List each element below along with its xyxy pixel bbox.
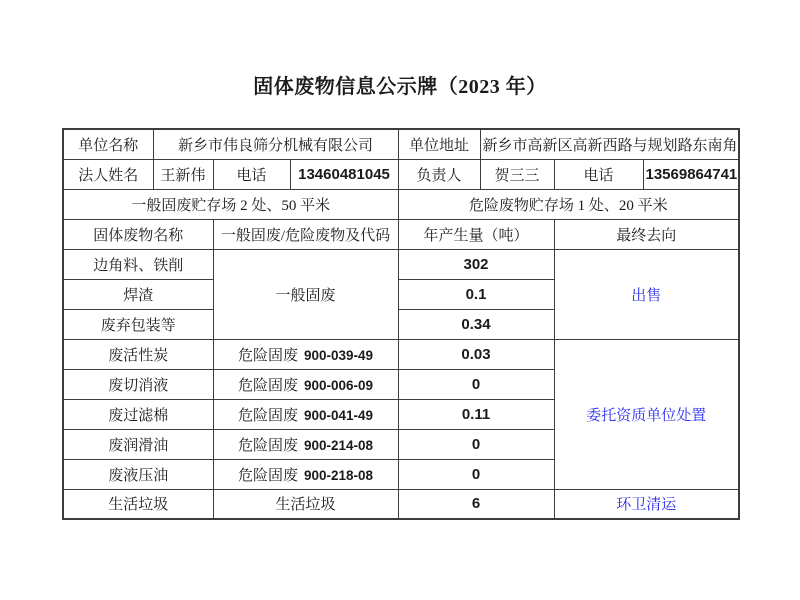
manager-value: 贺三三	[480, 159, 554, 189]
legal-name-label: 法人姓名	[63, 159, 153, 189]
table-row	[63, 339, 739, 369]
manager-label: 负责人	[398, 159, 480, 189]
waste-name-cell: 生活垃圾	[63, 489, 213, 519]
waste-name-cell: 废润滑油	[63, 429, 213, 459]
waste-code-text: 900-039-49	[303, 347, 374, 363]
table-row-contacts	[63, 159, 739, 189]
table-row-unit	[63, 129, 739, 159]
header-annual-amount: 年产生量（吨）	[398, 219, 554, 249]
waste-type-text: 危险固废	[237, 467, 298, 484]
waste-name-cell: 边角料、铁削	[63, 249, 213, 279]
page-title: 固体废物信息公示牌（2023 年）	[253, 76, 547, 98]
waste-type-cell	[213, 429, 398, 459]
table-row-storage	[63, 189, 739, 219]
waste-type-text: 危险固废	[237, 437, 298, 454]
waste-amount-cell: 0.03	[398, 339, 554, 369]
waste-amount-cell: 0.1	[398, 279, 554, 309]
waste-type-cell: 生活垃圾	[213, 489, 398, 519]
waste-code-text: 900-218-08	[303, 467, 374, 483]
waste-amount-cell: 0.34	[398, 309, 554, 339]
waste-name-cell: 废弃包装等	[63, 309, 213, 339]
waste-destination-cell: 环卫清运	[554, 489, 739, 519]
phone1-value: 13460481045	[290, 159, 398, 189]
phone1-label: 电话	[213, 159, 290, 189]
waste-code-text: 900-041-49	[303, 407, 374, 423]
waste-amount-cell: 6	[398, 489, 554, 519]
header-waste-type: 一般固废/危险废物及代码	[213, 219, 398, 249]
waste-amount-cell: 302	[398, 249, 554, 279]
waste-type-text: 危险固废	[237, 347, 298, 364]
hazardous-storage-cell: 危险废物贮存场 1 处、20 平米	[398, 189, 739, 219]
waste-name-cell: 废活性炭	[63, 339, 213, 369]
waste-destination-cell: 委托资质单位处置	[554, 339, 739, 489]
waste-name-cell: 废液压油	[63, 459, 213, 489]
waste-amount-cell: 0.11	[398, 399, 554, 429]
table-row	[63, 249, 739, 279]
waste-type-cell	[213, 459, 398, 489]
unit-name-label: 单位名称	[63, 129, 153, 159]
waste-type-cell	[213, 369, 398, 399]
table-row	[63, 489, 739, 519]
unit-addr-value: 新乡市高新区高新西路与规划路东南角	[480, 129, 739, 159]
waste-name-cell: 焊渣	[63, 279, 213, 309]
table-header-row	[63, 219, 739, 249]
waste-amount-cell: 0	[398, 459, 554, 489]
waste-name-cell: 废过滤棉	[63, 399, 213, 429]
header-waste-name: 固体废物名称	[63, 219, 213, 249]
waste-type-cell	[213, 399, 398, 429]
unit-name-value: 新乡市伟良筛分机械有限公司	[153, 129, 398, 159]
waste-name-cell: 废切消液	[63, 369, 213, 399]
waste-amount-cell: 0	[398, 429, 554, 459]
waste-type-cell: 一般固废	[213, 249, 398, 339]
phone2-label: 电话	[554, 159, 643, 189]
header-destination: 最终去向	[554, 219, 739, 249]
unit-addr-label: 单位地址	[398, 129, 480, 159]
waste-code-text: 900-006-09	[303, 377, 374, 393]
legal-name-value: 王新伟	[153, 159, 213, 189]
waste-type-text: 危险固废	[237, 407, 298, 424]
general-storage-cell: 一般固废贮存场 2 处、50 平米	[63, 189, 398, 219]
waste-type-cell	[213, 339, 398, 369]
waste-notice-table	[62, 128, 740, 520]
waste-type-text: 危险固废	[237, 377, 298, 394]
waste-code-text: 900-214-08	[303, 437, 374, 453]
waste-destination-cell: 出售	[554, 249, 739, 339]
phone2-value: 13569864741	[643, 159, 739, 189]
waste-amount-cell: 0	[398, 369, 554, 399]
